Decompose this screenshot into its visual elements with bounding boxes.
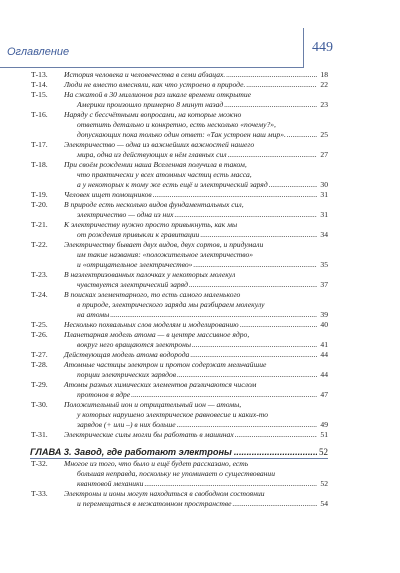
entry-text bbox=[0, 140, 328, 160]
entry-line: Электричество — одна из важнейших важностей нашего bbox=[64, 140, 255, 149]
entry-text bbox=[0, 350, 328, 360]
entry-text bbox=[0, 360, 328, 380]
leader-dots bbox=[200, 230, 317, 240]
leader-dots bbox=[287, 130, 317, 140]
entry-line: В природе есть несколько видов фундаментальных сил, bbox=[64, 200, 244, 209]
entry-code: Т-31. bbox=[31, 430, 48, 439]
chapter-title: ГЛАВА 3. Завод, где работают электроны bbox=[30, 446, 232, 457]
entry-line: от рождения привыкли к гравитации ..... bbox=[64, 230, 328, 240]
header-vertical-rule bbox=[303, 28, 304, 68]
entry-line: допускающих пока только один ответ: «Так устроен наш мир». ..... bbox=[64, 130, 328, 140]
entry-line: К электричеству нужно просто привыкнуть, как мы bbox=[64, 220, 238, 229]
toc-entry[interactable] bbox=[0, 380, 400, 400]
entry-page: 51 bbox=[320, 430, 328, 439]
entry-text bbox=[0, 380, 328, 400]
entry-line: чувствуется электрический заряд ..... bbox=[64, 280, 328, 290]
leader-dots bbox=[192, 340, 317, 350]
entry-text bbox=[0, 160, 328, 190]
entry-line: ответить детально и конкретно, есть несколько «почему?», bbox=[77, 120, 276, 129]
leader-dots bbox=[234, 447, 317, 457]
entry-line: квантовой механики ..... bbox=[64, 479, 328, 489]
entry-text bbox=[0, 220, 328, 240]
entry-line: Многое из того, что было и ещё будет рассказано, есть bbox=[64, 459, 249, 468]
entry-code: Т-32. bbox=[31, 459, 48, 468]
entry-line: мира, одна из действующих в нём главных сил ..... bbox=[64, 150, 328, 160]
entry-page: 54 bbox=[320, 499, 328, 508]
entry-code: Т-33. bbox=[31, 489, 48, 498]
leader-dots bbox=[235, 430, 317, 440]
entry-text bbox=[0, 489, 328, 509]
entry-page: 34 bbox=[320, 230, 328, 239]
toc-entry[interactable] bbox=[0, 400, 400, 430]
entry-line: им такие названия: «положительное электричество» bbox=[77, 250, 254, 259]
entry-code: Т-30. bbox=[31, 400, 48, 409]
leader-dots bbox=[174, 210, 317, 220]
leader-dots bbox=[177, 370, 317, 380]
entry-line: Человек ищет помощников ..... bbox=[64, 190, 328, 200]
entry-text bbox=[0, 80, 328, 90]
entry-page: 18 bbox=[320, 70, 328, 79]
toc-entry[interactable] bbox=[0, 330, 400, 350]
entry-line: порции электрических зарядов ..... bbox=[64, 370, 328, 380]
toc-entry[interactable] bbox=[0, 220, 400, 240]
entry-line: Люди не вместо вмесняли, как что устроено в природе. ..... bbox=[64, 80, 328, 90]
entry-text bbox=[0, 330, 328, 350]
entry-code: Т-26. bbox=[31, 330, 48, 339]
entry-text bbox=[0, 200, 328, 220]
entry-code: Т-27. bbox=[31, 350, 48, 359]
entry-line: что практически у всех атомных частиц есть масса, bbox=[77, 170, 252, 179]
entry-page: 49 bbox=[320, 420, 328, 429]
entry-page: 27 bbox=[320, 150, 328, 159]
leader-dots bbox=[224, 100, 317, 110]
entry-line: а у некоторых к тому же есть ещё и электрический заряд ..... bbox=[64, 180, 328, 190]
entry-text bbox=[0, 270, 328, 290]
entry-page: 41 bbox=[320, 340, 328, 349]
entry-line: Атомы разных химических элементов различаются числом bbox=[64, 380, 257, 389]
entry-code: Т-28. bbox=[31, 360, 48, 369]
entry-text bbox=[0, 70, 328, 80]
entry-line: Электроны и ионы могут находиться в свободном состоянии bbox=[64, 489, 265, 498]
entry-line: у которых нарушено электрическое равновесие и каких-то bbox=[77, 410, 269, 419]
toc-list-b bbox=[0, 459, 400, 509]
toc-entry[interactable] bbox=[0, 140, 400, 160]
entry-page: 22 bbox=[320, 80, 328, 89]
entry-page: 23 bbox=[320, 100, 328, 109]
entry-line: В поисках элементарного, то есть самого маленького bbox=[64, 290, 241, 299]
entry-code: Т-23. bbox=[31, 270, 48, 279]
entry-code: Т-29. bbox=[31, 380, 48, 389]
entry-code: Т-15. bbox=[31, 90, 48, 99]
entry-page: 25 bbox=[320, 130, 328, 139]
entry-line: Планетарная модель атома — в центре массивное ядро, bbox=[64, 330, 250, 339]
entry-code: Т-14. bbox=[31, 80, 48, 89]
toc-entry[interactable] bbox=[0, 459, 400, 489]
section-title: Оглавление bbox=[7, 46, 70, 58]
entry-line: На сжатой в 30 миллионов раз шкале времени открытие bbox=[64, 90, 251, 99]
toc-entry[interactable] bbox=[0, 290, 400, 320]
entry-text bbox=[0, 190, 328, 200]
leader-dots bbox=[193, 260, 317, 270]
entry-page: 52 bbox=[320, 479, 328, 488]
toc-entry[interactable] bbox=[0, 160, 400, 190]
entry-text bbox=[0, 290, 328, 320]
entry-line: и перемещаться в межатомном пространстве ..... bbox=[64, 499, 328, 509]
entry-page: 40 bbox=[320, 320, 328, 329]
entry-text bbox=[0, 459, 328, 489]
entry-page: 47 bbox=[320, 390, 328, 399]
entry-text bbox=[0, 240, 328, 270]
entry-code: Т-21. bbox=[31, 220, 48, 229]
leader-dots bbox=[240, 320, 317, 330]
leader-dots bbox=[110, 310, 317, 320]
entry-line: протонов в ядре ..... bbox=[64, 390, 328, 400]
toc-entry[interactable] bbox=[0, 240, 400, 270]
entry-line: вокруг него вращаются электроны ..... bbox=[64, 340, 328, 350]
entry-line: электричество — одна из них ..... bbox=[64, 210, 328, 220]
entry-page: 44 bbox=[320, 350, 328, 359]
entry-line: Несколько похвальных слов моделям и моделированию ..... bbox=[64, 320, 328, 330]
toc-entry[interactable] bbox=[0, 80, 400, 90]
leader-dots bbox=[131, 390, 317, 400]
entry-line: При своём рождении наша Вселенная получила в таком, bbox=[64, 160, 247, 169]
entry-line: большая неправда, поскольку не упоминает о существовании bbox=[77, 469, 275, 478]
toc-entry[interactable] bbox=[0, 430, 400, 440]
chapter-heading[interactable] bbox=[0, 444, 400, 459]
entry-line: История человека и человечества в семи абзацах. ..... bbox=[64, 70, 328, 80]
toc-entry[interactable] bbox=[0, 70, 400, 80]
entry-line: Наряду с бессчётными вопросами, на которые можно bbox=[64, 110, 242, 119]
entry-code: Т-17. bbox=[31, 140, 48, 149]
entry-line: в природе, электрического заряда мы разбираем молекулу bbox=[77, 300, 265, 309]
entry-code: Т-16. bbox=[31, 110, 48, 119]
leader-dots bbox=[190, 350, 317, 360]
leader-dots bbox=[144, 479, 317, 489]
entry-code: Т-22. bbox=[31, 240, 48, 249]
toc-entry[interactable] bbox=[0, 270, 400, 290]
entry-line: В наэлектризованных палочках у некоторых молекул bbox=[64, 270, 236, 279]
leader-dots bbox=[226, 70, 317, 80]
entry-text bbox=[0, 90, 328, 110]
entry-page: 31 bbox=[320, 190, 328, 199]
leader-dots bbox=[269, 180, 317, 190]
leader-dots bbox=[228, 150, 317, 160]
entry-page: 37 bbox=[320, 280, 328, 289]
entry-line: Электрические силы могли бы работать в машинах ..... bbox=[64, 430, 328, 440]
table-of-contents bbox=[0, 67, 400, 509]
entry-line: Атомные частицы электрон и протон содержат мельчайшие bbox=[64, 360, 267, 369]
leader-dots bbox=[153, 190, 317, 200]
entry-page: 44 bbox=[320, 370, 328, 379]
entry-text bbox=[0, 320, 328, 330]
toc-entry[interactable] bbox=[0, 360, 400, 380]
page-number: 449 bbox=[312, 40, 333, 55]
entry-page: 30 bbox=[320, 180, 328, 189]
toc-entry[interactable] bbox=[0, 110, 400, 140]
entry-code: Т-13. bbox=[31, 70, 48, 79]
entry-line: Положительный ион и отрицательный ион — атомы, bbox=[64, 400, 242, 409]
toc-list-a bbox=[0, 70, 400, 440]
toc-entry[interactable] bbox=[0, 90, 400, 110]
entry-page: 35 bbox=[320, 260, 328, 269]
toc-entry[interactable] bbox=[0, 190, 400, 200]
entry-code: Т-24. bbox=[31, 290, 48, 299]
entry-line: на атомы ..... bbox=[64, 310, 328, 320]
entry-text bbox=[0, 430, 328, 440]
entry-line: зарядов (+ или –) в них больше ..... bbox=[64, 420, 328, 430]
chapter-page: 52 bbox=[319, 446, 328, 457]
entry-text bbox=[0, 400, 328, 430]
leader-dots bbox=[232, 499, 317, 509]
entry-line: Действующая модель атома водорода ..... bbox=[64, 350, 328, 360]
entry-code: Т-19. bbox=[31, 190, 48, 199]
entry-line: Электричеству бывает двух видов, двух сортов, и придумали bbox=[64, 240, 264, 249]
entry-page: 39 bbox=[320, 310, 328, 319]
entry-text bbox=[0, 110, 328, 140]
entry-page: 31 bbox=[320, 210, 328, 219]
leader-dots bbox=[177, 420, 317, 430]
entry-code: Т-20. bbox=[31, 200, 48, 209]
leader-dots bbox=[246, 80, 317, 90]
entry-line: Америки произошло примерно 8 минут назад ..... bbox=[64, 100, 328, 110]
entry-line: и «отрицательное электричество» ..... bbox=[64, 260, 328, 270]
page-header bbox=[0, 0, 400, 68]
toc-entry[interactable] bbox=[0, 350, 400, 360]
toc-entry[interactable] bbox=[0, 489, 400, 509]
toc-entry[interactable] bbox=[0, 320, 400, 330]
entry-code: Т-25. bbox=[31, 320, 48, 329]
entry-code: Т-18. bbox=[31, 160, 48, 169]
toc-entry[interactable] bbox=[0, 200, 400, 220]
leader-dots bbox=[189, 280, 317, 290]
